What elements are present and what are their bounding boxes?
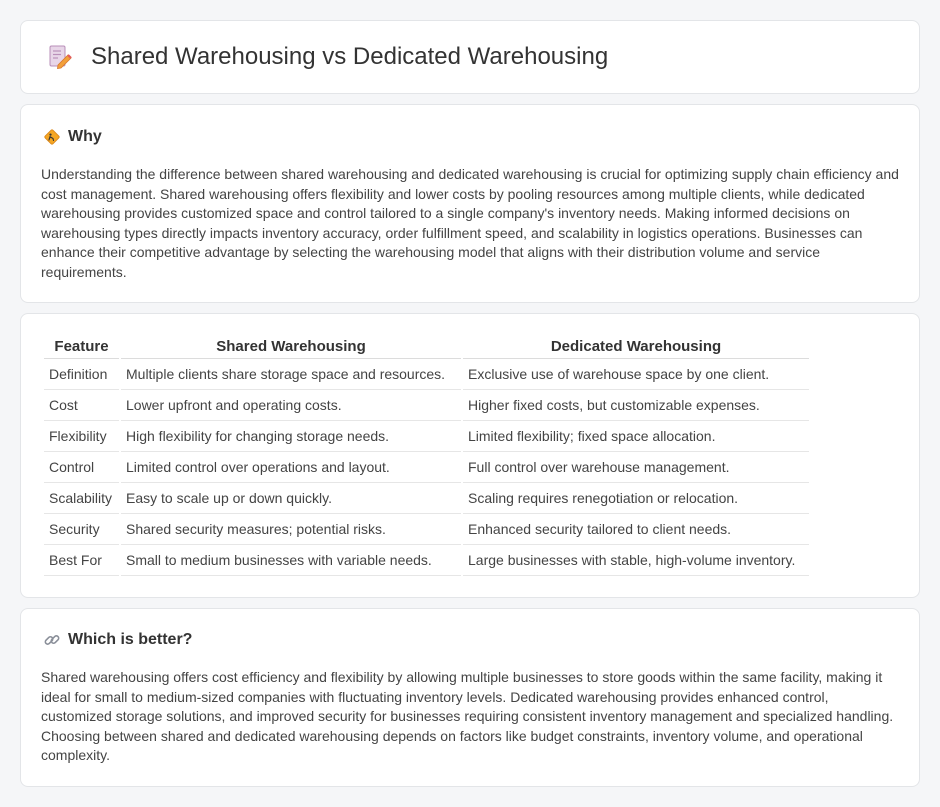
header-feature: Feature	[44, 334, 119, 359]
shared-cell: Easy to scale up or down quickly.	[121, 483, 461, 514]
shared-cell: High flexibility for changing storage needs.	[121, 421, 461, 452]
better-text: Shared warehousing offers cost efficiency and flexibility by allowing multiple businesses to store goods within the same facility, making it ideal for small to medium-sized companies with fluctuating inventory levels. Dedicated warehousing provides enhanced control, customized storage solutions, and improved security for businesses requiring consistent inventory management and specialized handling. Choosing between shared and dedicated warehousing depends on factors like budget constraints, inventory volume, and operational complexity.	[41, 669, 894, 763]
dedicated-cell: Exclusive use of warehouse space by one client.	[463, 359, 809, 390]
shared-cell: Small to medium businesses with variable needs.	[121, 545, 461, 576]
table-row	[44, 359, 809, 390]
header-shared: Shared Warehousing	[121, 334, 461, 359]
feature-cell: Control	[44, 452, 119, 483]
which-is-better-section	[20, 608, 920, 787]
feature-cell: Best For	[44, 545, 119, 576]
feature-cell: Flexibility	[44, 421, 119, 452]
table-row	[44, 514, 809, 545]
dedicated-cell: Scaling requires renegotiation or relocation.	[463, 483, 809, 514]
better-title: Which is better?	[68, 631, 193, 648]
comparison-table	[42, 334, 811, 576]
dedicated-cell: Large businesses with stable, high-volume inventory.	[463, 545, 809, 576]
table-row	[44, 545, 809, 576]
shared-cell: Shared security measures; potential risks.	[121, 514, 461, 545]
feature-cell: Definition	[44, 359, 119, 390]
why-title: Why	[68, 128, 102, 145]
dedicated-cell: Full control over warehouse management.	[463, 452, 809, 483]
header-dedicated: Dedicated Warehousing	[463, 334, 809, 359]
page-title: Shared Warehousing vs Dedicated Warehousing	[91, 43, 609, 70]
shared-cell: Lower upfront and operating costs.	[121, 390, 461, 421]
warning-sign-icon	[43, 128, 61, 146]
why-heading	[43, 128, 102, 146]
why-text: Understanding the difference between shared warehousing and dedicated warehousing is crucial for optimizing supply chain efficiency and cost management. Shared warehousing offers flexibility and lower costs by pooling resources among multiple clients, while dedicated warehousing provides customized space and control tailored to a single company's inventory needs. Making informed decisions on warehousing types directly impacts inventory accuracy, order fulfillment speed, and scalability in logistics operations. Businesses can enhance their competitive advantage by selecting the warehousing model that aligns with their distribution volume and service requirements.	[41, 166, 899, 280]
feature-cell: Cost	[44, 390, 119, 421]
dedicated-cell: Limited flexibility; fixed space allocation.	[463, 421, 809, 452]
link-icon	[43, 631, 61, 649]
shared-cell: Multiple clients share storage space and resources.	[121, 359, 461, 390]
dedicated-cell: Higher fixed costs, but customizable expenses.	[463, 390, 809, 421]
why-section	[20, 104, 920, 303]
title-card	[20, 20, 920, 94]
document-pencil-icon	[45, 43, 73, 71]
feature-cell: Scalability	[44, 483, 119, 514]
table-row	[44, 390, 809, 421]
table-row	[44, 483, 809, 514]
table-row	[44, 452, 809, 483]
better-heading	[43, 631, 192, 649]
dedicated-cell: Enhanced security tailored to client needs.	[463, 514, 809, 545]
table-row	[44, 421, 809, 452]
comparison-section	[20, 313, 920, 598]
table-header-row	[44, 334, 809, 359]
shared-cell: Limited control over operations and layout.	[121, 452, 461, 483]
feature-cell: Security	[44, 514, 119, 545]
